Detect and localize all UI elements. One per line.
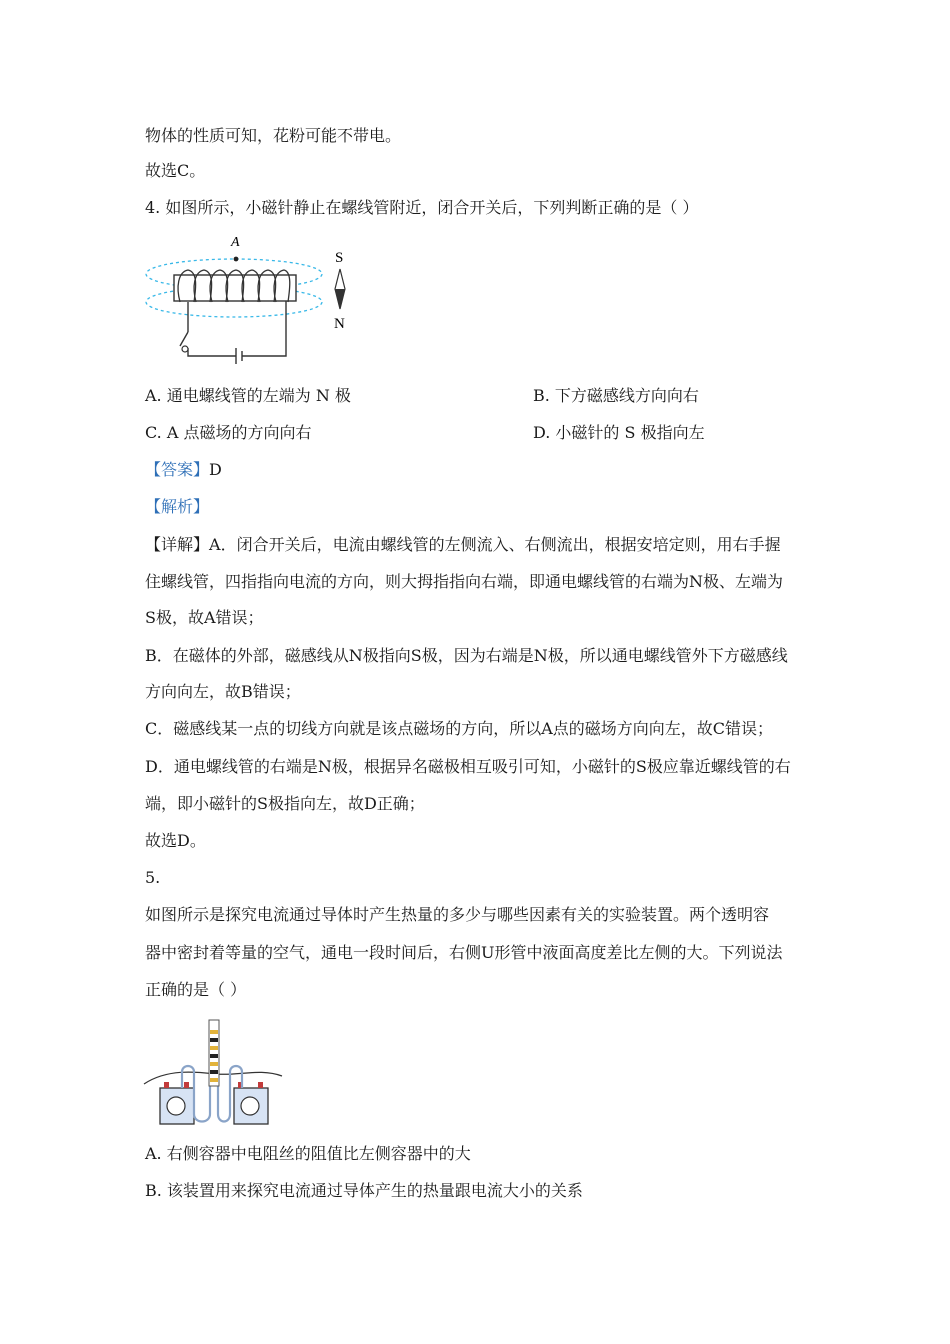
text-line: C．磁感线某一点的切线方向就是该点磁场的方向，所以A点的磁场方向向左，故C错误； [145,719,774,738]
detail-text: A．闭合开关后，电流由螺线管的左侧流入、右侧流出，根据安培定则，用右手握 [209,535,781,554]
answer-value: D [209,460,222,479]
text-line: S极，故A错误； [145,608,264,627]
compass-s-label: S [335,250,344,266]
question-5-stem: 正确的是（ ） [145,980,247,999]
detail-line [145,535,781,555]
option-b: B. 下方磁感线方向向右 [533,386,699,405]
text-line: 方向向左，故B错误； [145,682,301,701]
answer-line [145,460,222,480]
option-c: C. A 点磁场的方向向右 [145,423,312,442]
text-line: 故选C。 [145,161,206,180]
solenoid-figure [140,232,360,367]
question-4-stem: 4. 如图所示，小磁针静止在螺线管附近，闭合开关后，下列判断正确的是（ ） [145,198,699,217]
analysis-tag: 【解析】 [145,497,210,516]
detail-tag: 【详解】 [145,535,210,554]
text-line: D．通电螺线管的右端是N极，根据异名磁极相互吸引可知，小磁针的S极应靠近螺线管的右 [145,757,791,776]
text-line: 物体的性质可知，花粉可能不带电。 [145,126,402,145]
text-line: B．在磁体的外部，磁感线从N极指向S极，因为右端是N极，所以通电螺线管外下方磁感线 [145,646,788,665]
question-5-stem: 器中密封着等量的空气，通电一段时间后，右侧U形管中液面高度差比左侧的大。下列说法 [145,943,783,962]
q5-option-b: B. 该装置用来探究电流通过导体产生的热量跟电流大小的关系 [145,1181,583,1200]
question-5-stem: 如图所示是探究电流通过导体时产生热量的多少与哪些因素有关的实验装置。两个透明容 [145,905,770,924]
option-a: A. 通电螺线管的左端为 N 极 [145,386,351,405]
answer-tag: 【答案】 [145,460,210,479]
scale-ruler [209,1020,219,1086]
heating-apparatus-figure [138,1016,288,1128]
text-line: 故选D。 [145,831,206,850]
text-line: 住螺线管，四指指向电流的方向，则大拇指指向右端，即通电螺线管的右端为N极、左端为 [145,572,784,591]
text-line: 端，即小磁针的S极指向左，故D正确； [145,794,425,813]
solenoid-core [174,275,296,301]
question-5-number: 5. [145,868,161,887]
switch-contact [182,346,188,352]
option-d: D. 小磁针的 S 极指向左 [533,423,705,442]
point-a-label: A [231,235,240,250]
q5-option-a: A. 右侧容器中电阻丝的阻值比左侧容器中的大 [145,1144,471,1163]
point-a-dot [234,257,239,262]
compass-n-label: N [334,316,345,332]
